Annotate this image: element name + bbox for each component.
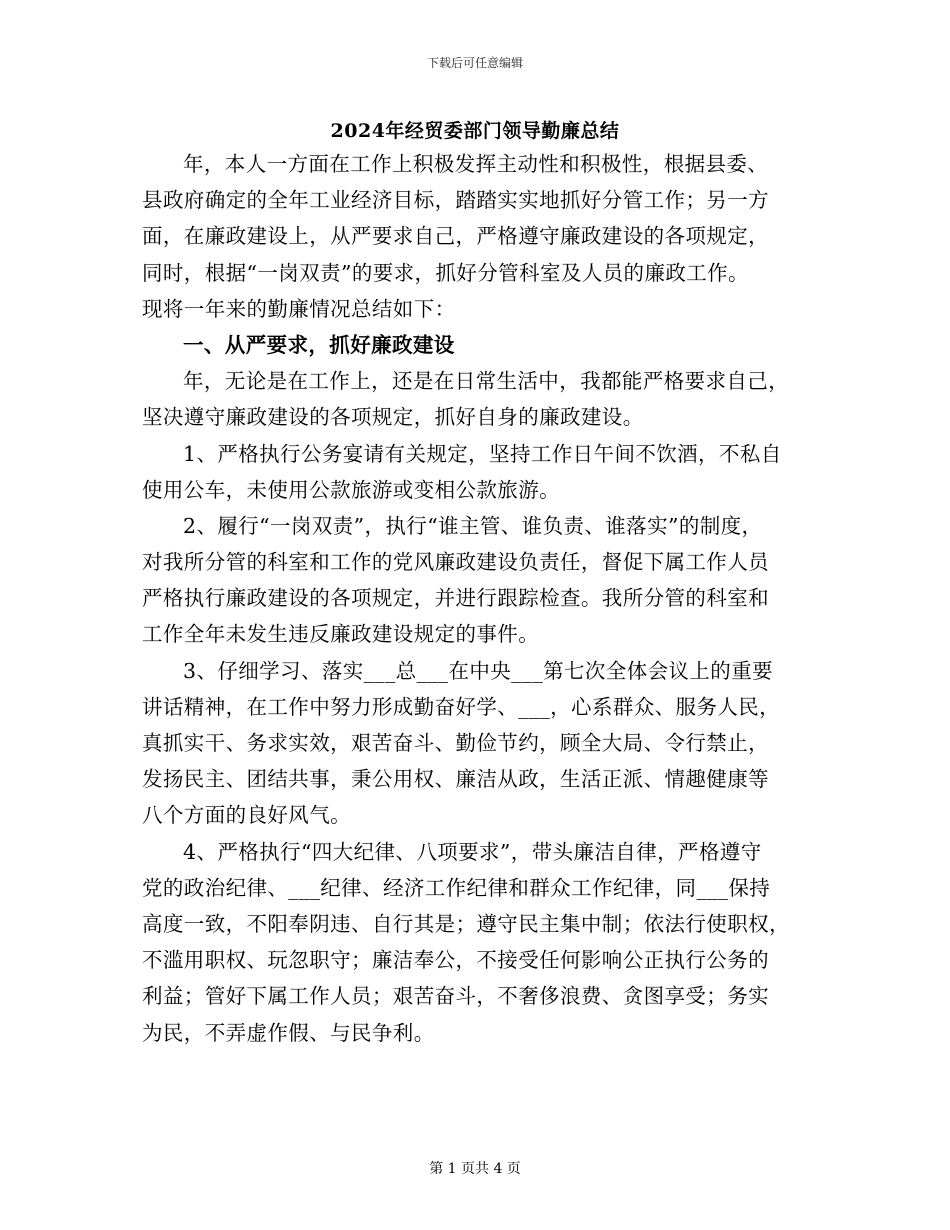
body-text-line: 工作全年未发生违反廉政建设规定的事件。 xyxy=(142,622,540,647)
body-text-line: 发扬民主、团结共事，秉公用权、廉洁从政，生活正派、情趣健康等 xyxy=(142,767,769,792)
body-text-line: 对我所分管的科室和工作的党风廉政建设负责任，督促下属工作人员 xyxy=(142,550,769,575)
body-text-line: 4、严格执行“四大纪律、八项要求”，带头廉洁自律，严格遵守 xyxy=(183,839,762,864)
body-text-line: 讲话精神，在工作中努力形成勤奋好学、___，心系群众、服务人民， xyxy=(142,694,781,719)
body-text-line: 为民，不弄虚作假、与民争利。 xyxy=(142,1020,435,1045)
body-text-line: 使用公车，未使用公款旅游或变相公款旅游。 xyxy=(142,477,560,502)
body-text-line: 高度一致，不阳奉阴违、自行其是；遵守民主集中制；依法行使职权， xyxy=(142,911,790,936)
page-footer: 第 1 页共 4 页 xyxy=(429,1161,521,1177)
body-text-line: 1、严格执行公务宴请有关规定，坚持工作日午间不饮酒，不私自 xyxy=(183,441,782,466)
body-text-line: 党的政治纪律、___纪律、经济工作纪律和群众工作纪律，同___保持 xyxy=(142,875,771,900)
body-text-line: 坚决遵守廉政建设的各项规定，抓好自身的廉政建设。 xyxy=(142,405,644,430)
page-header: 下载后可任意编辑 xyxy=(426,56,523,70)
body-text-line: 年，本人一方面在工作上积极发挥主动性和积极性，根据县委、 xyxy=(183,152,769,176)
document-body xyxy=(142,146,822,1051)
body-text-line: 年，无论是在工作上，还是在日常生活中，我都能严格要求自己， xyxy=(183,369,790,394)
body-text-line: 严格执行廉政建设的各项规定，并进行跟踪检查。我所分管的科室和 xyxy=(142,586,769,611)
document-title: 2024年经贸委部门领导勤廉总结 xyxy=(330,120,620,142)
body-text-line: 县政府确定的全年工业经济目标，踏踏实实地抓好分管工作；另一方 xyxy=(142,188,769,213)
body-text-line: 八个方面的良好风气。 xyxy=(142,803,351,828)
body-text-line: 2、履行“一岗双责”，执行“谁主管、谁负责、谁落实”的制度， xyxy=(183,513,763,538)
body-text-line: 现将一年来的勤廉情况总结如下： xyxy=(142,296,456,321)
body-text-line: 3、仔细学习、落实___总___在中央___第七次全体会议上的重要 xyxy=(183,658,773,683)
body-text-line: 利益；管好下属工作人员；艰苦奋斗，不奢侈浪费、贪图享受；务实 xyxy=(142,984,769,1009)
body-text-line: 不滥用职权、玩忽职守；廉洁奉公，不接受任何影响公正执行公务的 xyxy=(142,948,769,973)
body-text-line: 面，在廉政建设上，从严要求自己，严格遵守廉政建设的各项规定， xyxy=(142,224,769,249)
body-text-line: 同时，根据“一岗双责”的要求，抓好分管科室及人员的廉政工作。 xyxy=(142,260,749,285)
body-text-line: 真抓实干、务求实效，艰苦奋斗、勤俭节约，顾全大局、令行禁止， xyxy=(142,731,769,755)
section-heading: 一、从严要求，抓好廉政建设 xyxy=(183,332,455,357)
